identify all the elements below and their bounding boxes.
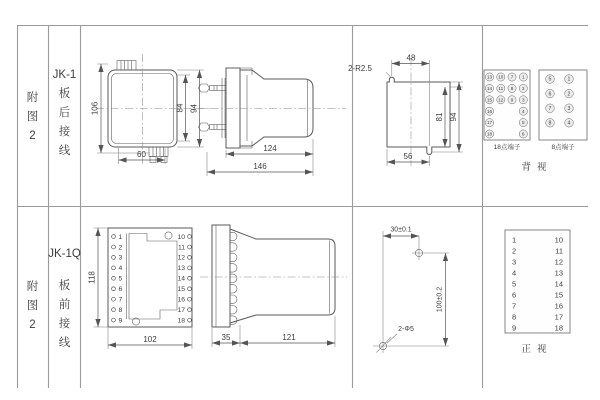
terminal-col xyxy=(555,236,563,333)
terminal-number: 10 xyxy=(177,233,185,241)
terminal-number: 9 xyxy=(118,317,123,325)
terminal-number: 12 xyxy=(498,97,504,103)
dim-124: 124 xyxy=(263,144,277,153)
jk1q-side-view-drawing xyxy=(200,225,347,347)
slot-radius-label: 2-R2.5 xyxy=(347,64,373,73)
dim-48: 48 xyxy=(406,53,416,63)
terminal-number: 12 xyxy=(554,257,563,267)
terminal-number: 9 xyxy=(510,97,514,103)
terminal-number: 4 xyxy=(512,268,517,278)
mounting-stud xyxy=(199,84,210,92)
terminal-number: 1 xyxy=(567,76,571,83)
terminal-circle xyxy=(112,245,116,249)
terminal-block-18-label: 18点端子 xyxy=(493,144,521,151)
jk1-rear-view xyxy=(484,70,587,173)
dim-60: 60 xyxy=(137,150,146,159)
front-view-caption: 正视 xyxy=(521,344,553,355)
model-name: JK-1 xyxy=(52,69,77,81)
terminal-number: 4 xyxy=(118,265,123,273)
terminal-number: 2 xyxy=(118,244,123,252)
wiring-char: 板 xyxy=(58,280,71,292)
terminal-circle xyxy=(112,266,116,270)
terminal-number: 13 xyxy=(486,74,493,80)
terminal-number: 14 xyxy=(554,279,563,289)
terminal-number: 1 xyxy=(118,233,123,241)
jk1-side-view-drawing xyxy=(196,68,346,176)
rear-view-caption: 背视 xyxy=(521,162,553,173)
row2-model-label xyxy=(48,248,81,349)
terminal-number: 11 xyxy=(555,246,563,256)
jk1q-front-view-drawing xyxy=(88,228,193,349)
dim-84: 84 xyxy=(175,103,185,113)
terminal-number: 8 xyxy=(512,312,517,322)
jk1-cutout-drawing xyxy=(348,54,463,167)
dim-30: 30±0.1 xyxy=(390,226,412,234)
terminal-col xyxy=(508,73,516,104)
jk1q-front-table xyxy=(505,230,570,355)
dim-100: 100±0.2 xyxy=(436,286,444,313)
dim-94: 94 xyxy=(189,104,199,113)
terminal-number: 8 xyxy=(548,120,552,127)
terminal-number: 5 xyxy=(522,120,525,126)
terminal-number: 8 xyxy=(510,86,514,91)
terminal-circle xyxy=(188,297,192,301)
terminal-number: 6 xyxy=(522,131,525,137)
terminal-number: 6 xyxy=(512,290,517,300)
model-name: JK-1Q xyxy=(48,248,81,260)
terminal-number: 6 xyxy=(548,91,552,98)
terminal-number: 2 xyxy=(522,86,525,91)
terminal-number: 3 xyxy=(522,97,525,103)
terminal-number: 15 xyxy=(177,286,185,294)
terminal-block-8-label: 8点端子 xyxy=(551,144,575,151)
dim-35: 35 xyxy=(221,333,231,342)
terminal-col xyxy=(497,73,505,104)
terminal-number: 4 xyxy=(522,108,525,114)
terminal-col xyxy=(112,234,123,325)
terminal-circle xyxy=(112,297,116,301)
figure-char: 图 xyxy=(26,111,39,123)
wiring-char: 前 xyxy=(58,299,71,311)
terminal-number: 2 xyxy=(512,246,517,256)
terminal-circle xyxy=(112,256,116,260)
flange-plate xyxy=(212,225,230,327)
mounting-hole xyxy=(165,232,172,239)
figure-char: 2 xyxy=(29,130,36,142)
terminal-number: 6 xyxy=(118,286,123,294)
holes-diameter-label: 2-Φ5 xyxy=(398,326,414,333)
terminal-number: 3 xyxy=(512,257,517,267)
terminal-circle xyxy=(112,308,116,312)
terminal-number: 16 xyxy=(554,301,563,311)
terminal-number: 16 xyxy=(486,108,493,114)
terminal-number: 5 xyxy=(512,279,517,289)
dim-102: 102 xyxy=(143,335,157,344)
terminal-number: 10 xyxy=(554,235,563,245)
terminal-number: 16 xyxy=(177,296,185,304)
terminal-number: 14 xyxy=(486,86,493,91)
flange-plate xyxy=(226,68,240,148)
dim-94: 94 xyxy=(449,112,458,122)
terminal-number: 10 xyxy=(498,74,504,80)
terminal-circle xyxy=(188,287,192,291)
terminal-number: 17 xyxy=(554,312,563,322)
terminal-col xyxy=(512,236,516,333)
terminal-circle xyxy=(188,266,192,270)
mounting-stud xyxy=(199,123,210,131)
terminal-number: 7 xyxy=(548,105,552,112)
jk1q-drill-drawing xyxy=(373,227,449,354)
terminal-number: 18 xyxy=(554,323,563,333)
terminal-number: 11 xyxy=(498,86,504,91)
terminal-number: 18 xyxy=(486,131,493,137)
dim-106: 106 xyxy=(90,101,100,116)
dim-118: 118 xyxy=(87,271,97,284)
figure-char: 图 xyxy=(26,300,39,312)
terminal-circle xyxy=(188,318,192,322)
figure-char: 附 xyxy=(26,92,39,104)
dim-56: 56 xyxy=(403,152,413,161)
terminal-number: 17 xyxy=(177,306,185,314)
wiring-char: 板 xyxy=(58,88,71,100)
terminal-number: 5 xyxy=(118,275,123,283)
terminal-number: 14 xyxy=(177,275,185,283)
terminal-number: 15 xyxy=(554,290,563,300)
terminal-circle xyxy=(188,276,192,280)
terminal-number: 8 xyxy=(118,306,123,314)
dim-121: 121 xyxy=(282,333,296,342)
terminal-tab xyxy=(117,61,136,71)
terminal-circle xyxy=(188,245,192,249)
row1-figure-label xyxy=(27,90,39,142)
terminal-number: 18 xyxy=(177,317,185,325)
wiring-char: 接 xyxy=(58,126,71,138)
terminal-number: 1 xyxy=(522,74,525,80)
terminal-number: 7 xyxy=(512,301,517,311)
wiring-char: 接 xyxy=(58,318,71,330)
terminal-circle xyxy=(188,235,192,239)
jk1-face-view-drawing xyxy=(91,54,213,164)
terminal-circle xyxy=(112,318,116,322)
terminal-number: 3 xyxy=(118,254,123,262)
terminal-number: 12 xyxy=(177,254,185,262)
dim-146: 146 xyxy=(253,162,267,171)
figure-char: 附 xyxy=(26,281,39,293)
wiring-char: 线 xyxy=(58,337,71,349)
dim-81: 81 xyxy=(435,112,444,122)
relay-body xyxy=(240,70,313,146)
row1-model-label xyxy=(53,69,77,157)
terminal-circle xyxy=(112,235,116,239)
terminal-number: 1 xyxy=(512,235,517,245)
terminal-number: 13 xyxy=(554,268,563,278)
terminal-number: 7 xyxy=(510,74,514,80)
figure-char: 2 xyxy=(29,319,36,331)
wiring-char: 后 xyxy=(58,107,71,119)
terminal-number: 9 xyxy=(512,323,517,333)
terminal-number: 3 xyxy=(567,105,571,112)
terminal-number: 17 xyxy=(486,120,493,126)
relay-outline xyxy=(129,234,177,320)
relay-body xyxy=(230,229,335,323)
terminal-number: 5 xyxy=(548,76,552,83)
wiring-char: 线 xyxy=(58,145,71,157)
terminal-number: 2 xyxy=(567,91,571,98)
row2-figure-label xyxy=(27,279,39,331)
terminal-col xyxy=(177,234,191,325)
terminal-number: 7 xyxy=(118,296,123,304)
terminal-number: 13 xyxy=(177,265,185,273)
terminal-circle xyxy=(112,276,116,280)
terminal-circle xyxy=(188,308,192,312)
terminal-number: 15 xyxy=(486,97,493,103)
terminal-circle xyxy=(188,256,192,260)
terminal-circle xyxy=(112,287,116,291)
terminal-number: 4 xyxy=(567,120,571,127)
terminal-number: 11 xyxy=(177,244,185,252)
terminal-bumps xyxy=(230,232,237,324)
